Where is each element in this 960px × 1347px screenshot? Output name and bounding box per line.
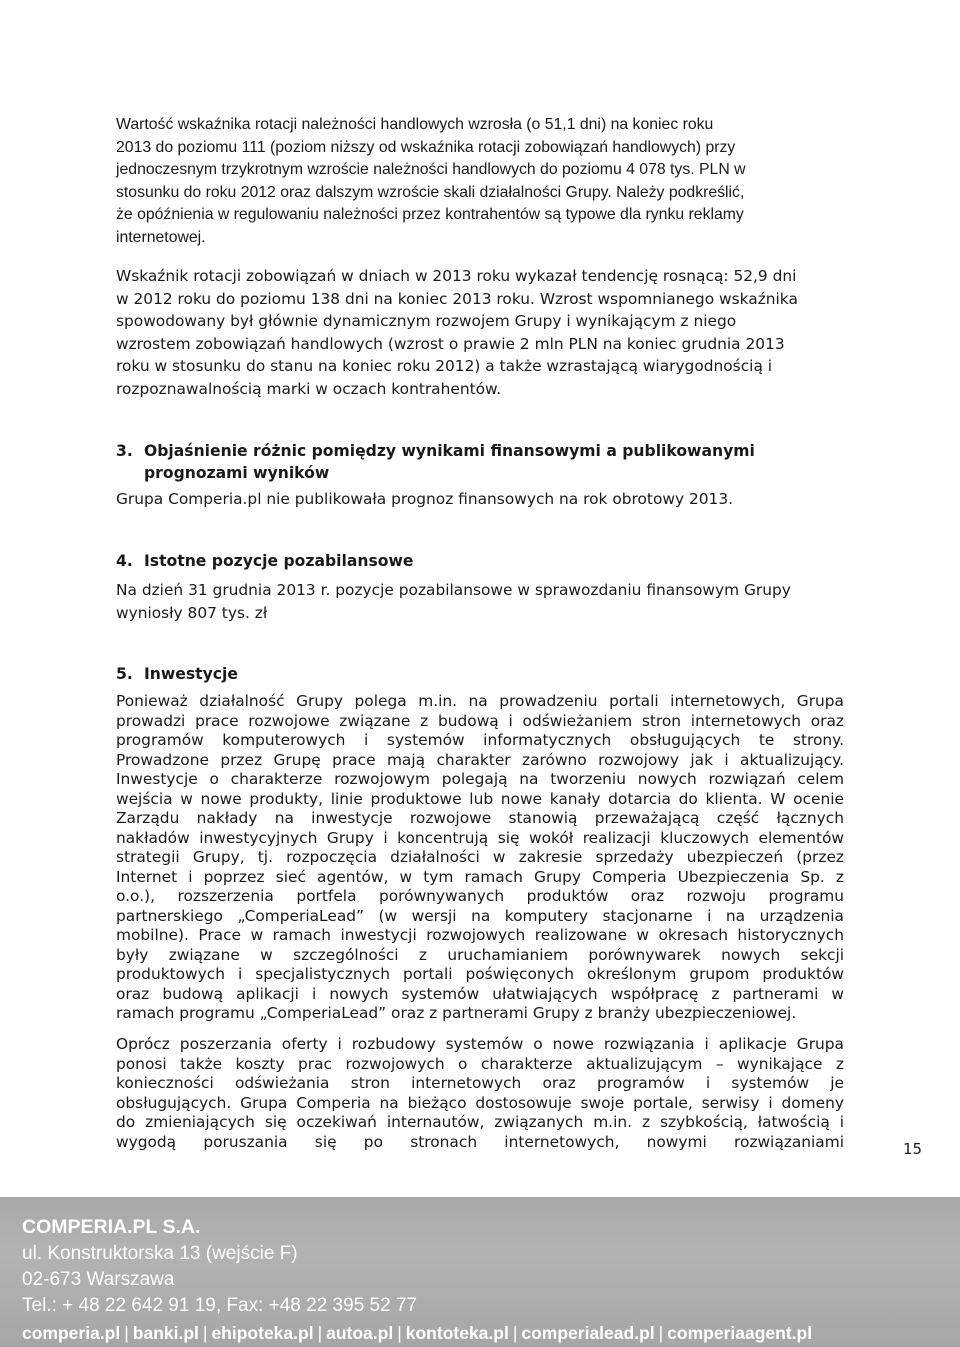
text-line: Wartość wskaźnika rotacji należności handlowych wzrosła (o 51,1 dni) na koniec roku (116, 116, 714, 133)
footer-link-kontoteka[interactable]: kontoteka.pl (405, 1323, 509, 1343)
text-line: Grupa Comperia.pl nie publikowała prognoz finansowych na rok obrotowy 2013. (116, 490, 734, 508)
section-title-line: Objaśnienie różnic pomiędzy wynikami finansowymi a publikowanymi (144, 442, 755, 460)
footer-company-name: COMPERIA.PL S.A. (22, 1216, 201, 1238)
text-line: do zmieniających się oczekiwań internautów, związanych m.in. z szybkością, łatwością i (116, 1113, 844, 1131)
text-line: były związane w szczególności z uruchamianiem porównywarek nowych sekcji (116, 945, 844, 964)
footer-link-separator: | (658, 1323, 664, 1343)
text-line: prowadzi prace rozwojowe związane z budową i odświeżaniem stron internetowych oraz (116, 711, 844, 730)
footer-link-separator: | (397, 1323, 402, 1343)
text-line: Internet i poprzez sieć agentów, w tym ramach Grupy Comperia Ubezpieczenia Sp. z (116, 867, 844, 886)
section-3-heading (116, 440, 844, 484)
section-5-heading (116, 663, 844, 685)
text-line: że opóźnienia w regulowaniu należności przez kontrahentów są typowe dla rynku reklamy (116, 206, 744, 224)
text-line: wzrostem zobowiązań handlowych (wzrost o prawie 2 mln PLN na koniec grudnia 2013 (116, 334, 785, 353)
text-line: rozpoznawalnością marki w oczach kontrahentów. (116, 379, 502, 398)
text-line: mobilne). Prace w ramach inwestycji rozwojowych realizowane w okresach historycznych (116, 926, 844, 944)
text-line: internetowej. (116, 228, 206, 246)
text-line: spowodowany był głównie dynamicznym rozwojem Grupy i wynikającym z niego (116, 312, 737, 331)
text-line: Na dzień 31 grudnia 2013 r. pozycje pozabilansowe w sprawozdaniu finansowym Grupy (116, 581, 791, 599)
footer-link-ehipoteka[interactable]: ehipoteka.pl (211, 1323, 314, 1343)
footer-link-comperia[interactable]: comperia.pl (22, 1323, 121, 1343)
text-line: stosunku do roku 2012 oraz dalszym wzroście skali działalności Grupy. Należy podkreślić, (116, 183, 745, 201)
footer-links (22, 1321, 812, 1345)
text-line: wygodą poruszania się po stronach internetowych, nowymi rozwiązaniami (116, 1132, 844, 1151)
section-5-paragraph-2 (116, 1035, 844, 1152)
section-number: 5. (116, 665, 133, 683)
text-line: Inwestycje o charakterze rozwojowym polegają na tworzeniu nowych rozwiązań celem (116, 770, 844, 788)
footer-link-comperiaagent[interactable]: comperiaagent.pl (667, 1323, 813, 1343)
text-line: Ponieważ działalność Grupy polega m.in. na prowadzeniu portali internetowych, Grupa (116, 692, 844, 710)
footer-link-separator: | (202, 1323, 208, 1343)
text-line: partnerskiego „ComperiaLead” (w wersji na komputery stacjonarne i na urządzenia (116, 906, 844, 925)
text-line: o.o.), rozszerzenia portfela porównywanych produktów oraz rozwoju programu (116, 887, 844, 905)
section-4-body (116, 579, 844, 624)
text-line: oraz budową aplikacji i nowych systemów ułatwiających współpracę z partnerami w (116, 984, 844, 1003)
footer-address-city: 02-673 Warszawa (22, 1269, 175, 1290)
section-5-paragraph-1 (116, 692, 844, 1024)
text-line: programów komputerowych i systemów informatycznych obsługujących te strony. (116, 731, 844, 749)
footer-phone-fax: Tel.: + 48 22 642 91 19, Fax: +48 22 395 52 77 (22, 1295, 418, 1316)
text-line: strategii Grupy, tj. rozpoczęcia działalności w zakresie sprzedaży ubezpieczeń (przez (116, 848, 844, 866)
text-line: Prowadzone przez Grupę prace mają charakter zarówno rozwojowy jak i aktualizujący. (116, 750, 844, 769)
text-line: wyniosły 807 tys. zł (116, 603, 268, 622)
paragraph-liabilities-turnover (116, 265, 844, 401)
paragraph-receivables-turnover (116, 114, 844, 250)
text-line: Oprócz poszerzania oferty i rozbudowy systemów o nowe rozwiązania i aplikacje Grupa (116, 1035, 844, 1053)
section-4-heading (116, 550, 844, 572)
text-line: wejścia w nowe produkty, linie produktowe lub nowe kanały dotarcia do klienta. W ocenie (116, 789, 844, 808)
section-title: Inwestycje (144, 665, 238, 683)
text-line: ponosi także koszty prac rozwojowych o charakterze aktualizującym – wynikające z (116, 1054, 844, 1073)
footer-link-separator: | (124, 1323, 129, 1343)
text-line: Wskaźnik rotacji zobowiązań w dniach w 2013 roku wykazał tendencję rosnącą: 52,9 dni (116, 267, 797, 285)
page-number: 15 (903, 1140, 923, 1158)
section-number: 4. (116, 552, 133, 570)
footer-link-separator: | (317, 1323, 323, 1343)
text-line: Zarządu nakłady na inwestycje rozwojowe stanowią przeważającą część łącznych (116, 809, 844, 827)
footer-address-street: ul. Konstruktorska 13 (wejście F) (22, 1243, 298, 1264)
section-title: Istotne pozycje pozabilansowe (144, 552, 414, 570)
text-line: roku w stosunku do stanu na koniec roku 2012) a także wzrastającą wiarygodnością i (116, 357, 773, 376)
footer-link-separator: | (512, 1323, 518, 1343)
text-line: w 2012 roku do poziomu 138 dni na koniec 2013 roku. Wzrost wspomnianego wskaźnika (116, 289, 798, 308)
footer-link-autoa[interactable]: autoa.pl (326, 1323, 394, 1343)
text-line: 2013 do poziomu 111 (poziom niższy od wskaźnika rotacji zobowiązań handlowych) przy (116, 138, 736, 156)
footer (0, 1197, 960, 1347)
text-line: nakładów inwestycyjnych Grupy i koncentrują się wokół realizacji kluczowych elementów (116, 828, 844, 847)
section-3-body (116, 488, 844, 511)
text-line: konieczności odświeżania stron internetowych oraz programów i systemów je (116, 1074, 844, 1092)
footer-link-banki[interactable]: banki.pl (132, 1323, 199, 1343)
text-line: ramach programu „ComperiaLead” oraz z partnerami Grupy z branży ubezpieczeniowej. (116, 1004, 797, 1022)
footer-link-comperialead[interactable]: comperialead.pl (521, 1323, 655, 1343)
section-number: 3. (116, 442, 133, 460)
text-line: obsługujących. Grupa Comperia na bieżąco dostosowuje swoje portale, serwisy i domeny (116, 1093, 844, 1112)
text-line: produktowych i specjalistycznych portali poświęconych określonym grupom produktów (116, 965, 844, 983)
text-line: jednoczesnym trzykrotnym wzroście należności handlowych do poziomu 4 078 tys. PLN w (116, 161, 746, 179)
section-title-line: prognozami wyników (144, 464, 330, 482)
